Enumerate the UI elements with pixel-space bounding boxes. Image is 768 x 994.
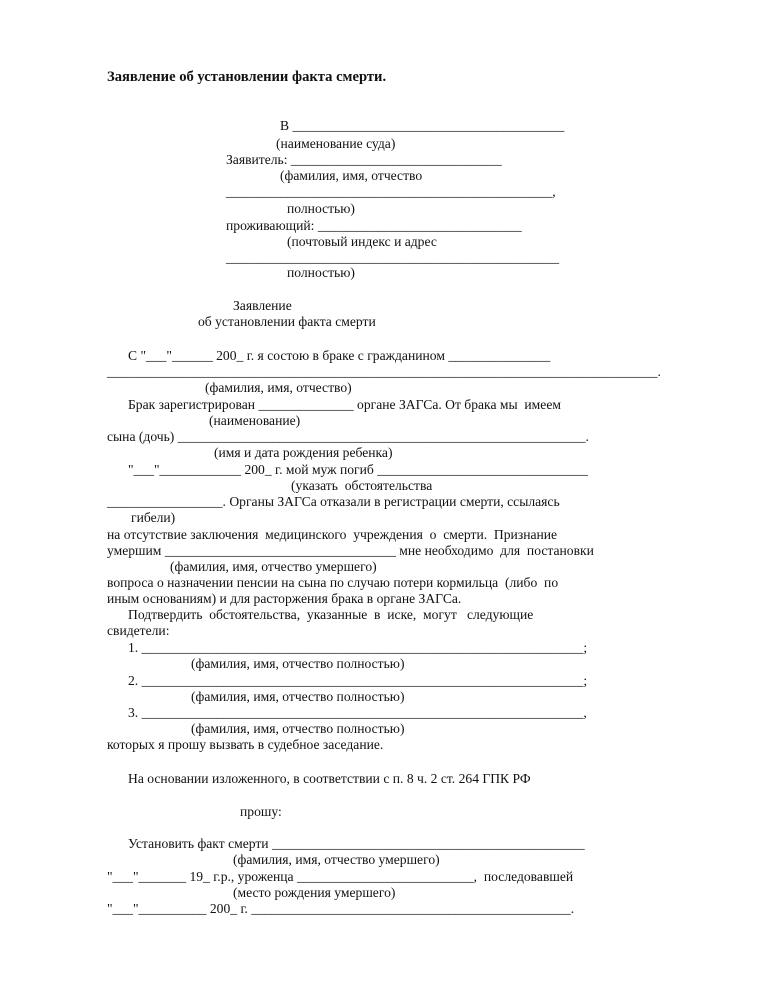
residence-hint: (почтовый индекс и адрес — [287, 234, 437, 249]
witness-2: 2. _________________________________________________________________; — [128, 673, 588, 688]
closing-line: Установить факт смерти ______________________________________________ — [128, 836, 585, 851]
witness-3-hint: (фамилия, имя, отчество полностью) — [191, 721, 405, 736]
request-word: прошу: — [240, 804, 282, 819]
applicant-full: полностью) — [287, 201, 355, 216]
witness-1-hint: (фамилия, имя, отчество полностью) — [191, 656, 405, 671]
body-line: сына (дочь) ____________________________________________________________. — [107, 429, 589, 444]
applicant-hint: (фамилия, имя, отчество — [280, 168, 423, 183]
body-line: "___"____________ 200_ г. мой муж погиб _______________________________ — [128, 462, 588, 477]
court-line: В ________________________________________ — [280, 118, 565, 133]
body-line: вопроса о назначении пенсии на сына по случаю потери кормильца (либо по — [107, 575, 559, 590]
closing-hint: (место рождения умершего) — [233, 885, 396, 900]
court-hint: (наименование суда) — [276, 136, 396, 151]
body-hint: (фамилия, имя, отчество умершего) — [170, 559, 377, 574]
applicant-line: Заявитель: _______________________________ — [226, 152, 502, 167]
body-line: _________________. Органы ЗАГСа отказали в регистрации смерти, ссылаясь — [107, 494, 560, 509]
body-line: иным основаниям) и для расторжения брака в органе ЗАГСа. — [107, 591, 462, 606]
body-line: С "___"______ 200_ г. я состою в браке с гражданином _______________ — [128, 348, 551, 363]
heading-line-2: об установлении факта смерти — [198, 314, 376, 329]
body-hint: гибели) — [131, 510, 176, 525]
witness-1: 1. _________________________________________________________________; — [128, 640, 588, 655]
witness-3: 3. _________________________________________________________________, — [128, 705, 587, 720]
body-line: свидетели: — [107, 623, 170, 638]
body-hint: (фамилия, имя, отчество) — [205, 380, 352, 395]
body-hint: (наименование) — [209, 413, 301, 428]
body-line: _________________________________________________________________________________. — [107, 364, 661, 379]
body-line: на отсутствие заключения медицинского учреждения о смерти. Признание — [107, 527, 558, 542]
residence-line: проживающий: ______________________________ — [226, 218, 522, 233]
closing-line: "___"_______ 19_ г.р., уроженца __________________________, последовавшей — [107, 869, 574, 884]
closing-line: "___"__________ 200_ г. _______________________________________________. — [107, 901, 575, 916]
basis-paragraph: На основании изложенного, в соответствии с п. 8 ч. 2 ст. 264 ГПК РФ — [128, 771, 531, 786]
witness-2-hint: (фамилия, имя, отчество полностью) — [191, 689, 405, 704]
closing-hint: (фамилия, имя, отчество умершего) — [233, 852, 440, 867]
body-line: Брак зарегистрирован ______________ органе ЗАГСа. От брака мы имеем — [128, 397, 561, 412]
heading-line-1: Заявление — [233, 298, 292, 313]
body-hint: (имя и дата рождения ребенка) — [214, 445, 393, 460]
residence-full: полностью) — [287, 265, 355, 280]
body-line: которых я прошу вызвать в судебное заседание. — [107, 737, 384, 752]
document-title: Заявление об установлении факта смерти. — [107, 69, 387, 85]
body-hint: (указать обстоятельства — [291, 478, 433, 493]
body-line: умершим __________________________________ мне необходимо для постановки — [107, 543, 594, 558]
body-line: Подтвердить обстоятельства, указанные в иске, могут следующие — [128, 607, 534, 622]
applicant-continuation: ________________________________________________, — [226, 184, 556, 199]
residence-continuation: _________________________________________________ — [226, 250, 560, 265]
